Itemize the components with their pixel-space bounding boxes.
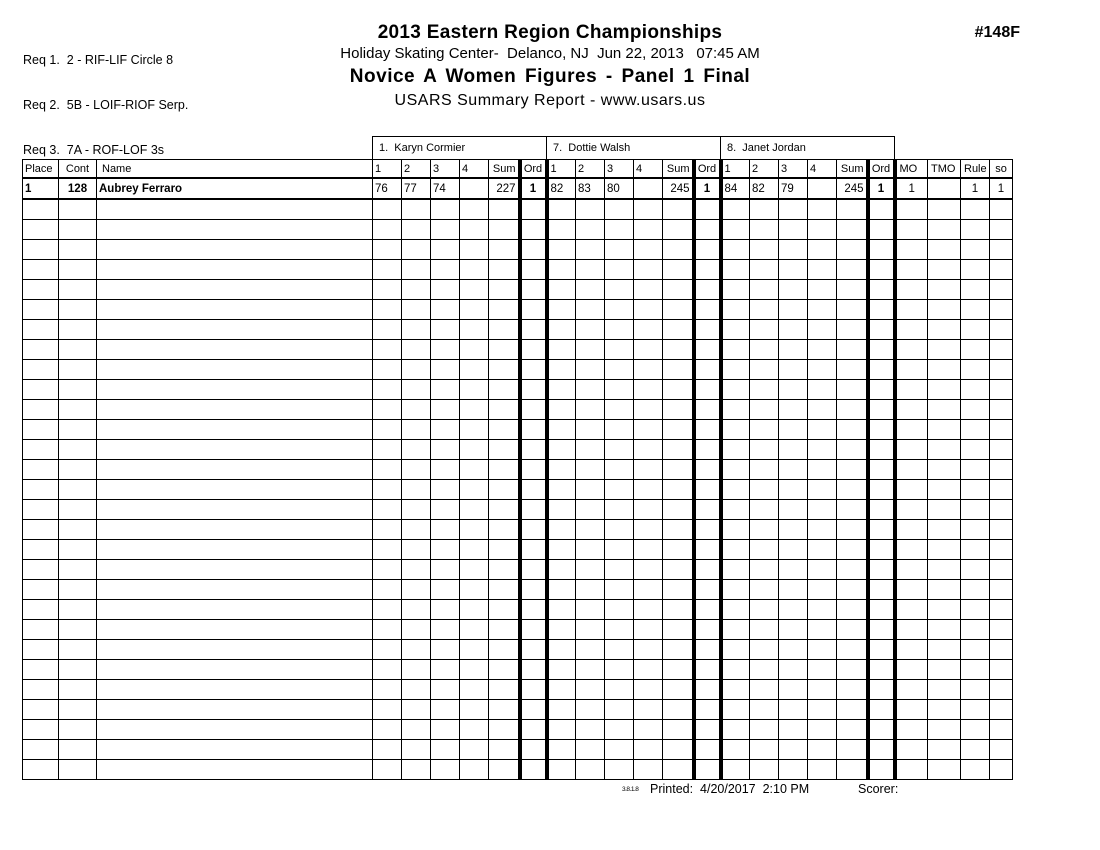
col-header-rule: Rule [961, 160, 990, 179]
j3-score-4 [808, 178, 837, 199]
summary-table [22, 136, 1013, 780]
col-header-j3-sum: Sum [837, 160, 868, 179]
col-header-j1-1: 1 [373, 160, 402, 179]
empty-table-row [23, 199, 1013, 220]
col-header-j3-4: 4 [808, 160, 837, 179]
empty-table-row [23, 340, 1013, 360]
j2-score-1: 82 [547, 178, 576, 199]
col-header-j2-3: 3 [605, 160, 634, 179]
empty-table-row [23, 240, 1013, 260]
col-header-j2-2: 2 [576, 160, 605, 179]
empty-table-row [23, 720, 1013, 740]
col-header-j3-1: 1 [721, 160, 750, 179]
empty-table-row [23, 300, 1013, 320]
place-value: 1 [23, 178, 59, 199]
j3-score-2: 82 [750, 178, 779, 199]
empty-table-row [23, 280, 1013, 300]
j1-score-1: 76 [373, 178, 402, 199]
empty-table-row [23, 560, 1013, 580]
empty-table-row [23, 760, 1013, 780]
j3-score-3: 79 [779, 178, 808, 199]
col-header-j2-1: 1 [547, 160, 576, 179]
empty-table-row [23, 600, 1013, 620]
empty-table-row [23, 480, 1013, 500]
report-header [0, 22, 1100, 112]
j1-sum: 227 [489, 178, 520, 199]
empty-table-row [23, 320, 1013, 340]
report-title: Novice A Women Figures - Panel 1 Final [349, 66, 751, 87]
empty-table-row [23, 360, 1013, 380]
so-value: 1 [990, 178, 1013, 199]
col-header-j2-sum: Sum [663, 160, 694, 179]
j3-score-1: 84 [721, 178, 750, 199]
tmo-value [928, 178, 961, 199]
judge-row-left-spacer [23, 137, 373, 160]
empty-table-row [23, 220, 1013, 240]
rule-value: 1 [961, 178, 990, 199]
col-header-j1-3: 3 [431, 160, 460, 179]
empty-table-row [23, 520, 1013, 540]
j3-sum: 245 [837, 178, 868, 199]
empty-table-row [23, 460, 1013, 480]
empty-table-row [23, 740, 1013, 760]
col-header-mo: MO [895, 160, 928, 179]
j2-score-4 [634, 178, 663, 199]
scorer-label: Scorer: [858, 782, 899, 796]
report-subtitle: USARS Summary Report - www.usars.us [394, 92, 706, 109]
col-header-j2-ord: Ord [694, 160, 721, 179]
req-line-2: Req 2. 5B - LOIF-RIOF Serp. [23, 98, 189, 112]
req-line-1: Req 1. 2 - RIF-LIF Circle 8 [23, 53, 174, 67]
judge-row-right-spacer [895, 137, 1013, 160]
j2-sum: 245 [663, 178, 694, 199]
req-line-3: Req 3. 7A - ROF-LOF 3s [23, 143, 165, 157]
empty-table-row [23, 400, 1013, 420]
empty-table-row [23, 420, 1013, 440]
program-number: #148F [974, 24, 1020, 41]
mo-value: 1 [895, 178, 928, 199]
col-header-j3-ord: Ord [868, 160, 895, 179]
venue-date-line: Holiday Skating Center- Delanco, NJ Jun 22, 2013 07:45 AM [340, 45, 760, 62]
empty-table-row [23, 680, 1013, 700]
skater-name: Aubrey Ferraro [97, 178, 373, 199]
col-header-so: so [990, 160, 1013, 179]
event-title: 2013 Eastern Region Championships [377, 22, 723, 43]
result-row [23, 178, 1013, 199]
col-header-j3-3: 3 [779, 160, 808, 179]
j2-ordinal: 1 [694, 178, 721, 199]
empty-table-row [23, 580, 1013, 600]
software-version: 3.8.1.8 [622, 786, 639, 793]
col-header-j1-4: 4 [460, 160, 489, 179]
judge-name-3: 8. Janet Jordan [721, 137, 895, 160]
j1-score-3: 74 [431, 178, 460, 199]
j2-score-3: 80 [605, 178, 634, 199]
empty-table-row [23, 540, 1013, 560]
col-header-j1-2: 2 [402, 160, 431, 179]
column-header-row [23, 160, 1013, 179]
empty-table-row [23, 620, 1013, 640]
empty-table-row [23, 260, 1013, 280]
empty-table-row [23, 440, 1013, 460]
col-header-j3-2: 2 [750, 160, 779, 179]
j1-ordinal: 1 [520, 178, 547, 199]
col-header-j1-sum: Sum [489, 160, 520, 179]
empty-table-row [23, 640, 1013, 660]
empty-table-row [23, 660, 1013, 680]
summary-table-body [23, 137, 1013, 780]
j2-score-2: 83 [576, 178, 605, 199]
col-header-cont: Cont [59, 160, 97, 179]
judge-name-1: 1. Karyn Cormier [373, 137, 547, 160]
j1-score-4 [460, 178, 489, 199]
col-header-name: Name [97, 160, 373, 179]
col-header-tmo: TMO [928, 160, 961, 179]
judge-header-row [23, 137, 1013, 160]
contestant-number: 128 [59, 178, 97, 199]
col-header-j2-4: 4 [634, 160, 663, 179]
judge-name-2: 7. Dottie Walsh [547, 137, 721, 160]
empty-table-row [23, 700, 1013, 720]
j1-score-2: 77 [402, 178, 431, 199]
empty-table-row [23, 500, 1013, 520]
col-header-place: Place [23, 160, 59, 179]
j3-ordinal: 1 [868, 178, 895, 199]
empty-table-row [23, 380, 1013, 400]
col-header-j1-ord: Ord [520, 160, 547, 179]
printed-timestamp: Printed: 4/20/2017 2:10 PM [650, 782, 810, 796]
